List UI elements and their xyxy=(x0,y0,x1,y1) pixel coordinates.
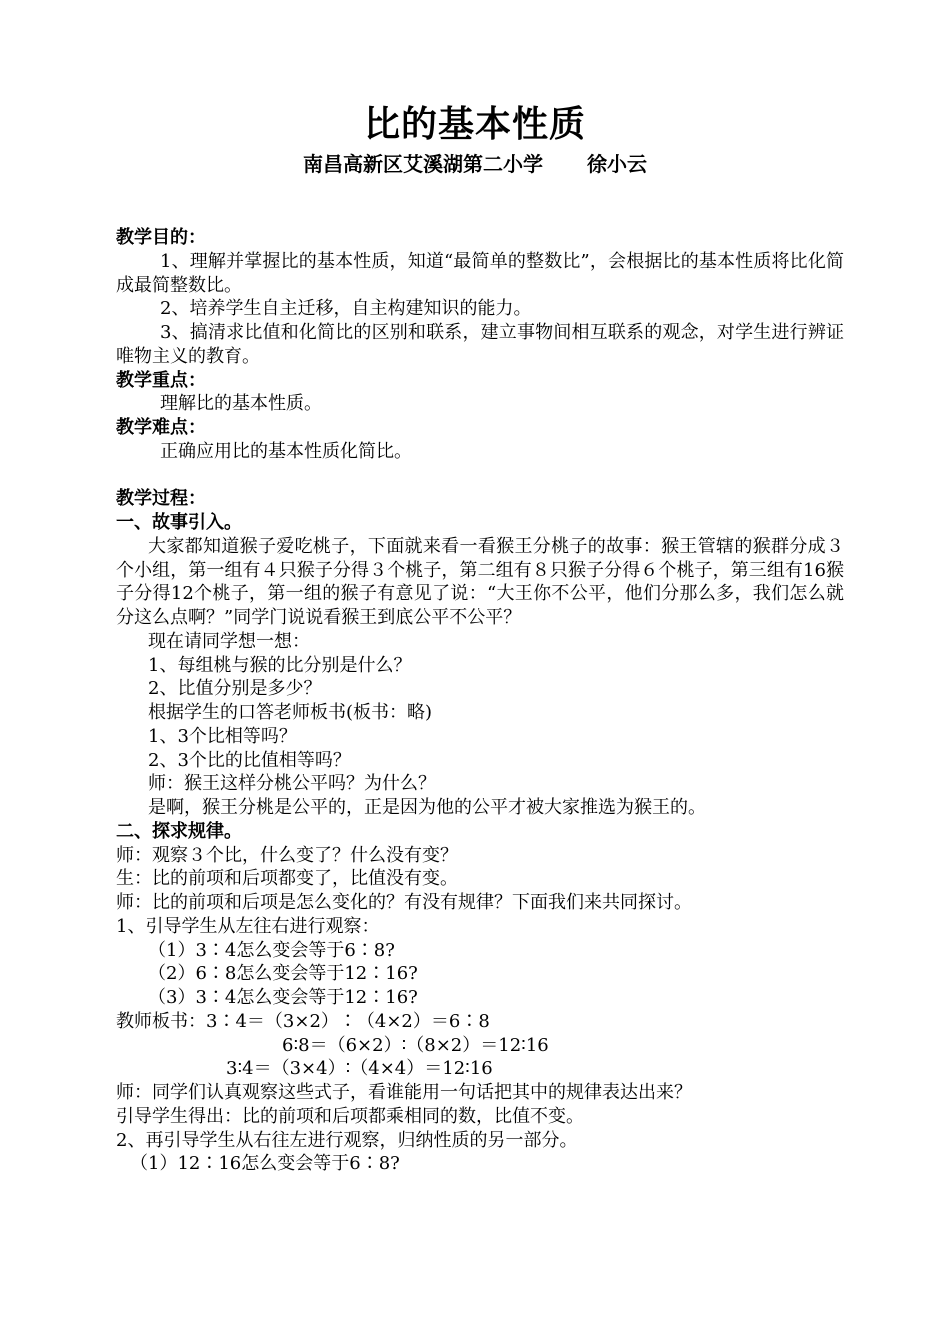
page-title: 比的基本性质 xyxy=(363,103,586,145)
text-line: 2、比值分别是多少？ xyxy=(148,678,322,700)
text-line: 师：观察３个比，什么变了？什么没有变？ xyxy=(116,844,458,866)
text-line: 引导学生得出：比的前项和后项都乘相同的数，比值不变。 xyxy=(116,1105,584,1127)
difficulty-text: 正确应用比的基本性质化简比。 xyxy=(160,440,412,462)
key-point-heading: 教学重点： xyxy=(116,369,206,391)
board-equation: 6∶8＝（6×2）∶（8×2）＝12∶16 xyxy=(282,1034,549,1056)
text-line: （3）3∶4怎么变会等于12∶16? xyxy=(148,987,418,1008)
text-line: 师：同学们认真观察这些式子，看谁能用一句话把其中的规律表达出来？ xyxy=(116,1082,692,1103)
story-paragraph: 大家都知道猴子爱吃桃子，下面就来看一看猴王分桃子的故事：猴王管辖的猴群分成３个小组，第一组有４只猴子分得３个桃子，第二组有８只猴子分得６个桃子，第三组有16猴子分得12个桃子，第一组的猴子有意见了说：“大王你不公平，他们分那么多，我们怎么就分这么点啊？”同学门说说看猴王到底公平不公平？ xyxy=(116,535,844,628)
text-line: 根据学生的口答老师板书(板书：略) xyxy=(148,702,433,723)
text-line: 2、3个比的比值相等吗？ xyxy=(148,749,351,771)
objectives-heading: 教学目的： xyxy=(116,227,206,248)
objective-item: 3、搞清求比值和化简比的区别和联系，建立事物间相互联系的观念，对学生进行辨证唯物主义的教育。 xyxy=(116,322,844,367)
board-equation: 3∶4＝（3×4）∶（4×4）＝12∶16 xyxy=(226,1058,493,1080)
text-line: 1、3个比相等吗？ xyxy=(148,725,297,747)
objective-item: 2、培养学生自主迁移，自主构建知识的能力。 xyxy=(160,298,532,320)
text-line: 1、引导学生从左往右进行观察： xyxy=(116,915,380,937)
text-line: （2）6∶8怎么变会等于12∶16? xyxy=(148,963,418,985)
key-point-text: 理解比的基本性质。 xyxy=(160,393,322,415)
spacer xyxy=(116,464,844,488)
process-heading: 教学过程： xyxy=(116,488,206,510)
document-body xyxy=(116,226,844,1176)
section-heading: 一、故事引入。 xyxy=(116,512,242,533)
text-line: 是啊，猴王分桃是公平的，正是因为他的公平才被大家推选为猴王的。 xyxy=(148,797,706,818)
difficulty-heading: 教学难点： xyxy=(116,417,206,438)
author-name: 徐小云 xyxy=(587,152,647,176)
text-line: 生：比的前项和后项都变了，比值没有变。 xyxy=(116,868,458,890)
page-subtitle xyxy=(0,150,950,178)
objective-item: 1、理解并掌握比的基本性质，知道“最简单的整数比”，会根据比的基本性质将比化简成最简整数比。 xyxy=(116,250,844,296)
text-line: 现在请同学想一想： xyxy=(148,630,310,652)
text-line: 1、每组桃与猴的比分别是什么？ xyxy=(148,654,412,676)
text-line: （1）12∶16怎么变会等于6∶8? xyxy=(130,1153,400,1175)
text-line: 2、再引导学生从右往左进行观察，归纳性质的另一部分。 xyxy=(116,1129,578,1151)
text-line: （1）3∶4怎么变会等于6∶8? xyxy=(148,939,395,961)
board-equation: 教师板书：3∶4＝（3×2）∶（4×2）＝6∶8 xyxy=(116,1010,490,1032)
school-name: 南昌高新区艾溪湖第二小学 xyxy=(303,152,543,176)
text-line: 师：猴王这样分桃公平吗？为什么？ xyxy=(148,773,436,795)
section-heading: 二、探求规律。 xyxy=(116,820,242,842)
text-line: 师：比的前项和后项是怎么变化的？有没有规律？下面我们来共同探讨。 xyxy=(116,892,692,913)
